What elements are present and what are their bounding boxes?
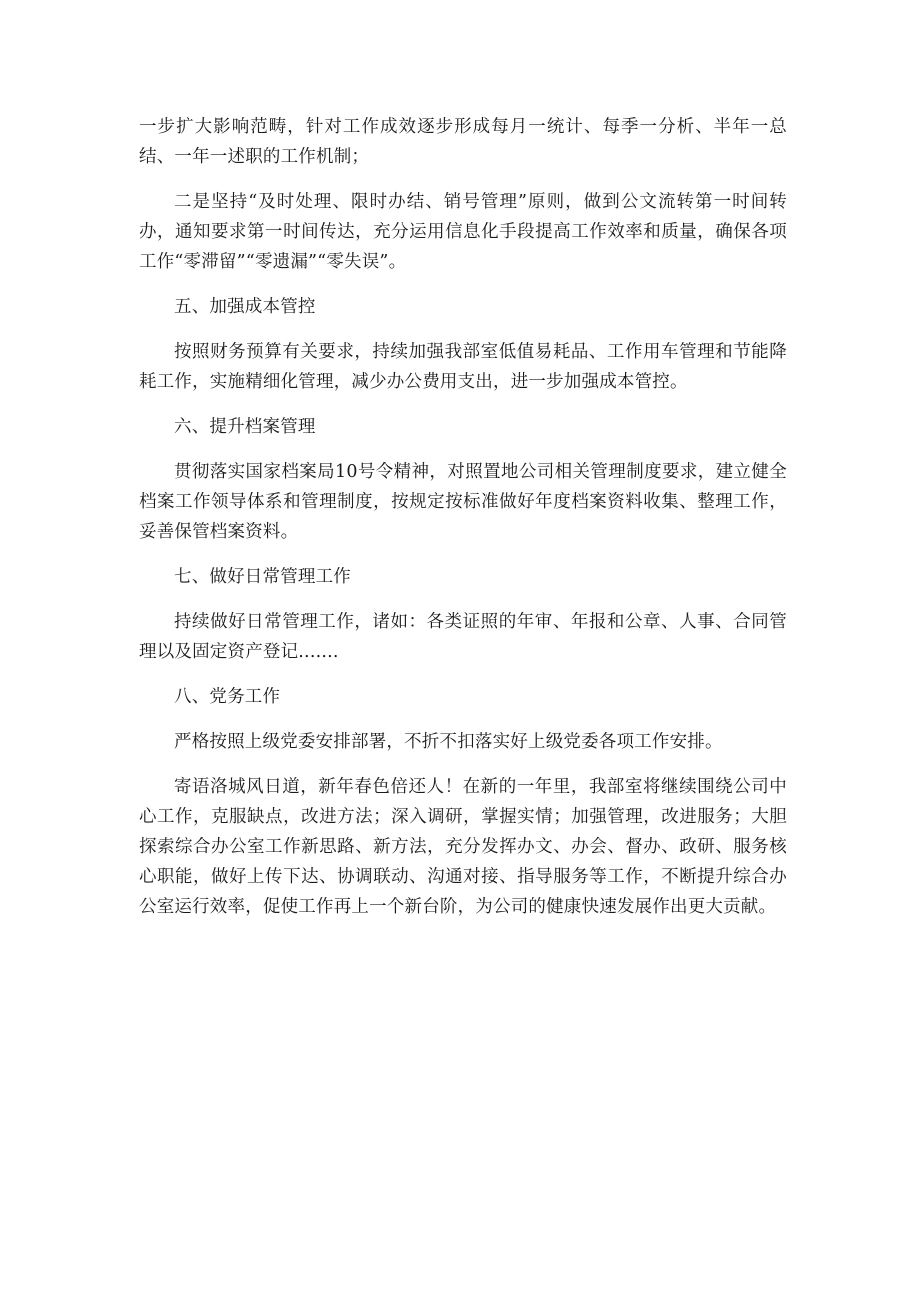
section-heading-cost-control: 五、加强成本管控 bbox=[174, 297, 316, 317]
section-heading-daily-management: 七、做好日常管理工作 bbox=[174, 567, 351, 587]
paragraph-party-affairs: 严格按照上级党委安排部署，不折不扣落实好上级党委各项工作安排。 bbox=[174, 732, 723, 752]
paragraph-daily-management: 持续做好日常管理工作，诸如：各类证照的年审、年报和公章、人事、合同管理以及固定资产登记....... bbox=[139, 612, 787, 662]
section-heading-archives: 六、提升档案管理 bbox=[174, 417, 316, 437]
paragraph-cost-control: 按照财务预算有关要求，持续加强我部室低值易耗品、工作用车管理和节能降耗工作，实施精细化管理，减少办公费用支出，进一步加强成本管控。 bbox=[139, 342, 787, 392]
paragraph-closing: 寄语洛城风日道，新年春色倍还人！在新的一年里，我部室将继续围绕公司中心工作，克服缺点，改进方法；深入调研，掌握实情；加强管理，改进服务；大胆探索综合办公室工作新思路、新方法，充分发挥办文、办会、督办、政研、服务核心职能，做好上传下达、协调联动、沟通对接、指导服务等工作，不断提升综合办公室运行效率，促使工作再上一个新台阶，为公司的健康快速发展作出更大贡献。 bbox=[139, 777, 787, 917]
paragraph-continuation: 一步扩大影响范畴，针对工作成效逐步形成每月一统计、每季一分析、半年一总结、一年一述职的工作机制； bbox=[139, 117, 787, 167]
section-heading-party-affairs: 八、党务工作 bbox=[174, 687, 281, 707]
paragraph-principle-two: 二是坚持“及时处理、限时办结、销号管理”原则，做到公文流转第一时间转办，通知要求第一时间传达，充分运用信息化手段提高工作效率和质量，确保各项工作“零滞留”“零遗漏”“零失误”。 bbox=[139, 192, 787, 272]
paragraph-archives: 贯彻落实国家档案局10号令精神，对照置地公司相关管理制度要求，建立健全档案工作领导体系和管理制度，按规定按标准做好年度档案资料收集、整理工作，妥善保管档案资料。 bbox=[139, 462, 787, 542]
document-page bbox=[139, 112, 787, 937]
